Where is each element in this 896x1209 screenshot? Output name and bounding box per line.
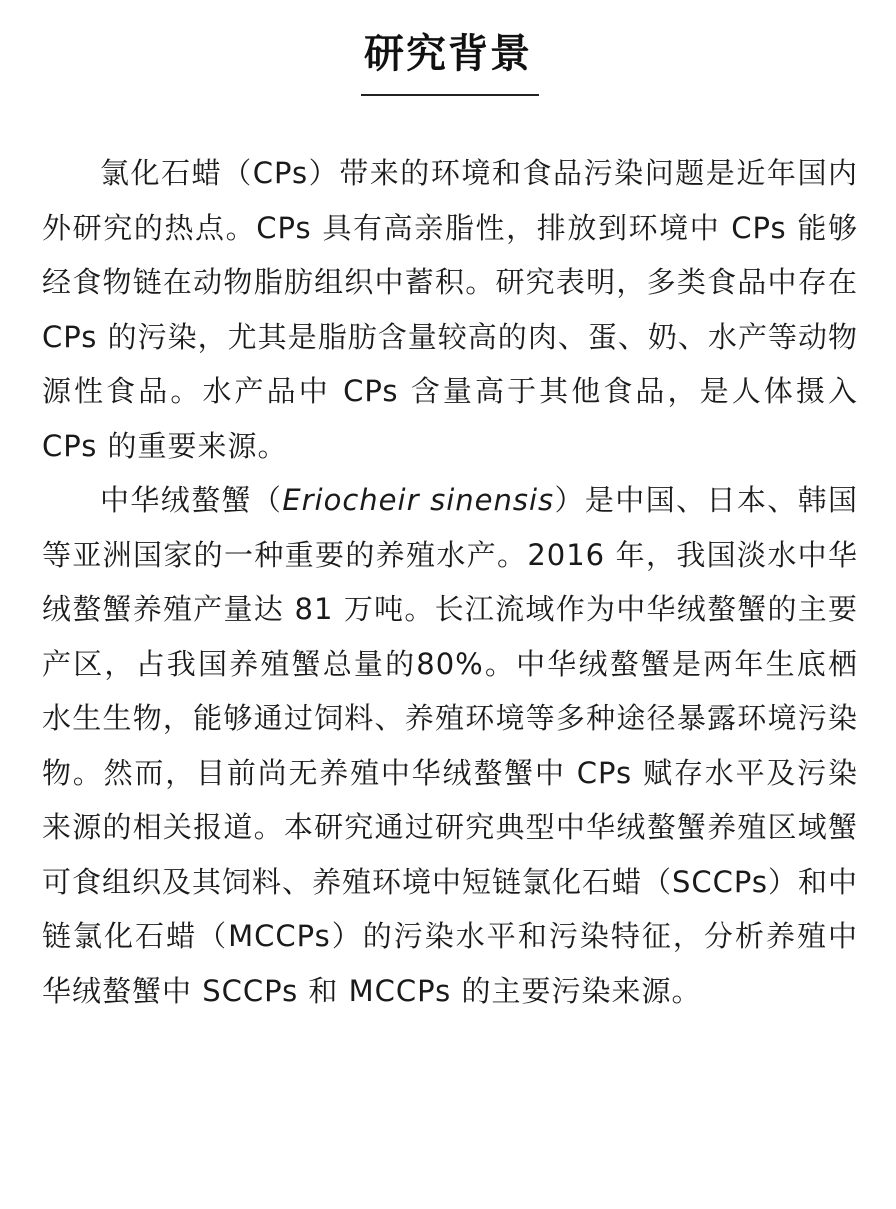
- paragraph-text: 中华绒螯蟹（: [100, 483, 283, 517]
- paragraph-cps-background: 氯化石蜡（CPs）带来的环境和食品污染问题是近年国内外研究的热点。CPs 具有高亲脂性，排放到环境中 CPs 能够经食物链在动物脂肪组织中蓄积。研究表明，多类食品中存在 CPs 的污染，尤其是脂肪含量较高的肉、蛋、奶、水产等动物源性食品。水产品中 CPs 含量高于其他食品，是人体摄入 CPs 的重要来源。: [42, 156, 858, 463]
- title-block: [0, 26, 896, 82]
- paragraph-crab-research: [42, 473, 858, 1018]
- species-name: Eriocheir sinensis: [282, 483, 555, 517]
- paragraph-text: ）是中国、日本、韩国等亚洲国家的一种重要的养殖水产。2016 年，我国淡水中华绒螯蟹养殖产量达 81 万吨。长江流域作为中华绒螯蟹的主要产区，占我国养殖蟹总量的80%。中华绒螯蟹是两年生底栖水生生物，能够通过饲料、养殖环境等多种途径暴露环境污染物。然而，目前尚无养殖中华绒螯蟹中 CPs 赋存水平及污染来源的相关报道。本研究通过研究典型中华绒螯蟹养殖区域蟹可食组织及其饲料、养殖环境中短链氯化石蜡（SCCPs）和中链氯化石蜡（MCCPs）的污染水平和污染特征，分析养殖中华绒螯蟹中 SCCPs 和 MCCPs 的主要污染来源。: [42, 483, 858, 1008]
- title-underline: [361, 94, 539, 96]
- page-title: 研究背景: [364, 31, 532, 77]
- article-body: [42, 146, 858, 1018]
